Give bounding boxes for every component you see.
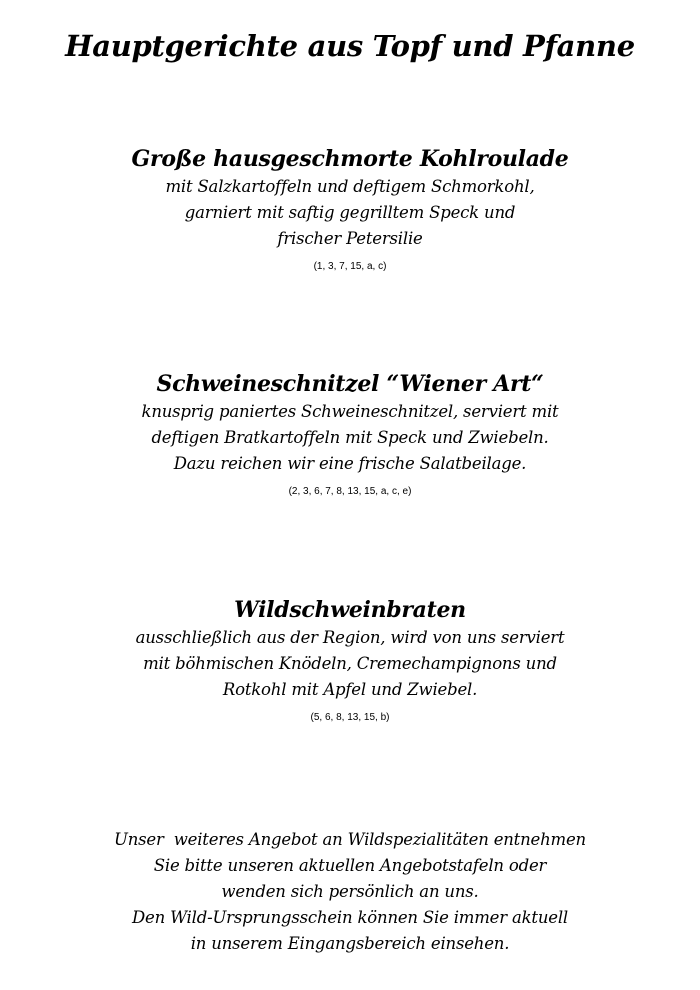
footer-line: Sie bitte unseren aktuellen Angebotstafeln oder <box>153 856 547 875</box>
dish-allergens: (1, 3, 7, 15, a, c) <box>313 261 387 272</box>
dish-name: Wildschweinbraten <box>234 597 466 623</box>
dish-name: Schweineschnitzel “Wiener Art“ <box>156 371 544 397</box>
dish-description-line: deftigen Bratkartoffeln mit Speck und Zwiebeln. <box>151 428 549 447</box>
dish-description-line: knusprig paniertes Schweineschnitzel, serviert mit <box>141 402 559 421</box>
footer-line: in unserem Eingangsbereich einsehen. <box>190 934 510 953</box>
dish-allergens: (5, 6, 8, 13, 15, b) <box>310 712 390 723</box>
dish-description-line: mit Salzkartoffeln und deftigem Schmorkohl, <box>165 177 535 196</box>
dish-kohlroulade <box>0 144 700 274</box>
dish-wildschweinbraten <box>0 595 700 725</box>
dish-description-line: garniert mit saftig gegrilltem Speck und <box>184 203 516 222</box>
dish-allergens: (2, 3, 6, 7, 8, 13, 15, a, c, e) <box>288 486 412 497</box>
dish-schweineschnitzel <box>0 369 700 499</box>
dish-description-line: Dazu reichen wir eine frische Salatbeilage. <box>173 454 527 473</box>
footer-line: wenden sich persönlich an uns. <box>221 882 479 901</box>
footer-note <box>0 827 700 957</box>
dish-description-line: frischer Petersilie <box>277 229 423 248</box>
footer-line: Den Wild-Ursprungsschein können Sie immer aktuell <box>132 908 568 927</box>
dish-name: Große hausgeschmorte Kohlroulade <box>131 146 569 172</box>
dish-description-line: ausschließlich aus der Region, wird von uns serviert <box>135 628 565 647</box>
dish-description-line: Rotkohl mit Apfel und Zwiebel. <box>222 680 478 699</box>
footer-line: Unser weiteres Angebot an Wildspezialitäten entnehmen <box>114 830 586 849</box>
dish-description-line: mit böhmischen Knödeln, Cremechampignons und <box>143 654 557 673</box>
page-title: Hauptgerichte aus Topf und Pfanne <box>65 29 635 63</box>
